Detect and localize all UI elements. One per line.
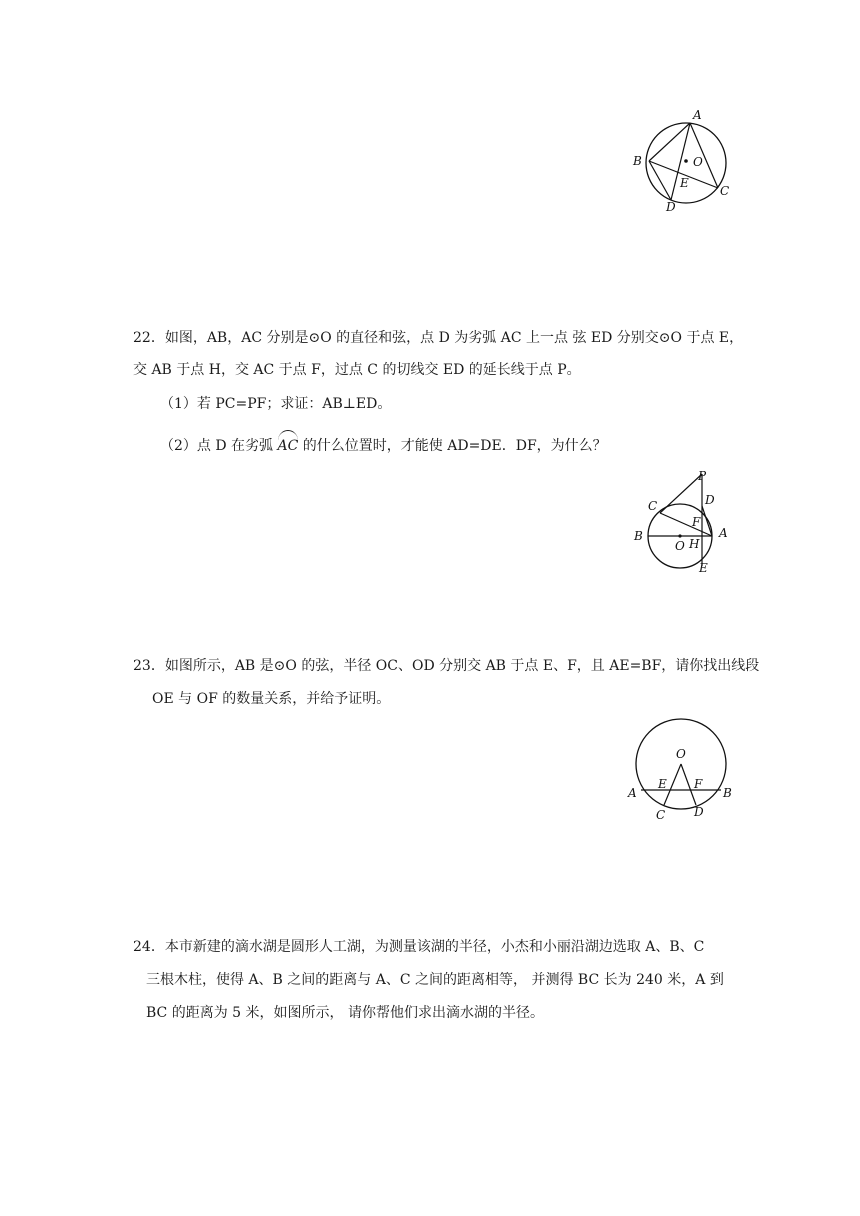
q22-part-1: （1）若 PC=PF；求证：AB⊥ED。 xyxy=(160,396,392,412)
label-f: F xyxy=(692,515,701,529)
label-o: O xyxy=(676,747,686,761)
label-a: A xyxy=(628,786,637,800)
label-p: P xyxy=(698,469,707,483)
label-e: E xyxy=(658,777,667,791)
q23-line-1: 23．如图所示，AB 是⊙O 的弦，半径 OC、OD 分别交 AB 于点 E、F，且 AE=BF，请你找出线段 xyxy=(133,658,760,674)
q22-line-2: 交 AB 于点 H，交 AC 于点 F，过点 C 的切线交 ED 的延长线于点 P。 xyxy=(133,362,581,378)
arc-ac xyxy=(278,436,299,456)
label-o: O xyxy=(675,539,685,553)
label-b: B xyxy=(634,529,643,543)
q22-part-2-suffix: 的什么位置时，才能使 AD=DE．DF，为什么？ xyxy=(302,438,607,454)
label-b: B xyxy=(723,786,732,800)
label-e: E xyxy=(699,561,708,575)
label-o: O xyxy=(693,155,703,169)
figure-circle-abcde xyxy=(628,106,748,216)
figure-q22-svg xyxy=(628,466,748,576)
label-h: H xyxy=(689,537,700,551)
figure-q23 xyxy=(626,718,746,824)
q24-line-1: 24．本市新建的滴水湖是圆形人工湖，为测量该湖的半径，小杰和小丽沿湖边选取 A、B、C xyxy=(133,939,705,955)
q22-part-2 xyxy=(160,436,607,456)
arc-ac-label: AC xyxy=(277,438,299,454)
label-d: D xyxy=(666,200,676,214)
label-e: E xyxy=(680,176,689,190)
q24-line-3: BC 的距离为 5 米，如图所示， 请你帮他们求出滴水湖的半径。 xyxy=(146,1005,544,1021)
figure-circle-abcde-svg xyxy=(628,106,748,216)
label-c: C xyxy=(720,184,730,198)
figure-q23-svg xyxy=(626,718,746,824)
q24-line-2: 三根木柱，使得 A、B 之间的距离与 A、C 之间的距离相等， 并测得 BC 长为 240 米，A 到 xyxy=(146,972,724,988)
figure-q22 xyxy=(628,466,748,576)
label-c: C xyxy=(648,499,658,513)
q23-line-2: OE 与 OF 的数量关系，并给予证明。 xyxy=(152,691,391,707)
q22-line-1: 22．如图，AB，AC 分别是⊙O 的直径和弦，点 D 为劣弧 AC 上一点 弦 ED 分别交⊙O 于点 E， xyxy=(133,330,744,346)
label-a: A xyxy=(719,526,728,540)
label-b: B xyxy=(633,154,642,168)
q22-part-2-prefix: （2）点 D 在劣弧 xyxy=(160,438,274,454)
label-a: A xyxy=(693,108,702,122)
label-d: D xyxy=(694,805,704,819)
label-c: C xyxy=(656,808,666,822)
label-d: D xyxy=(705,493,715,507)
label-f: F xyxy=(694,777,703,791)
